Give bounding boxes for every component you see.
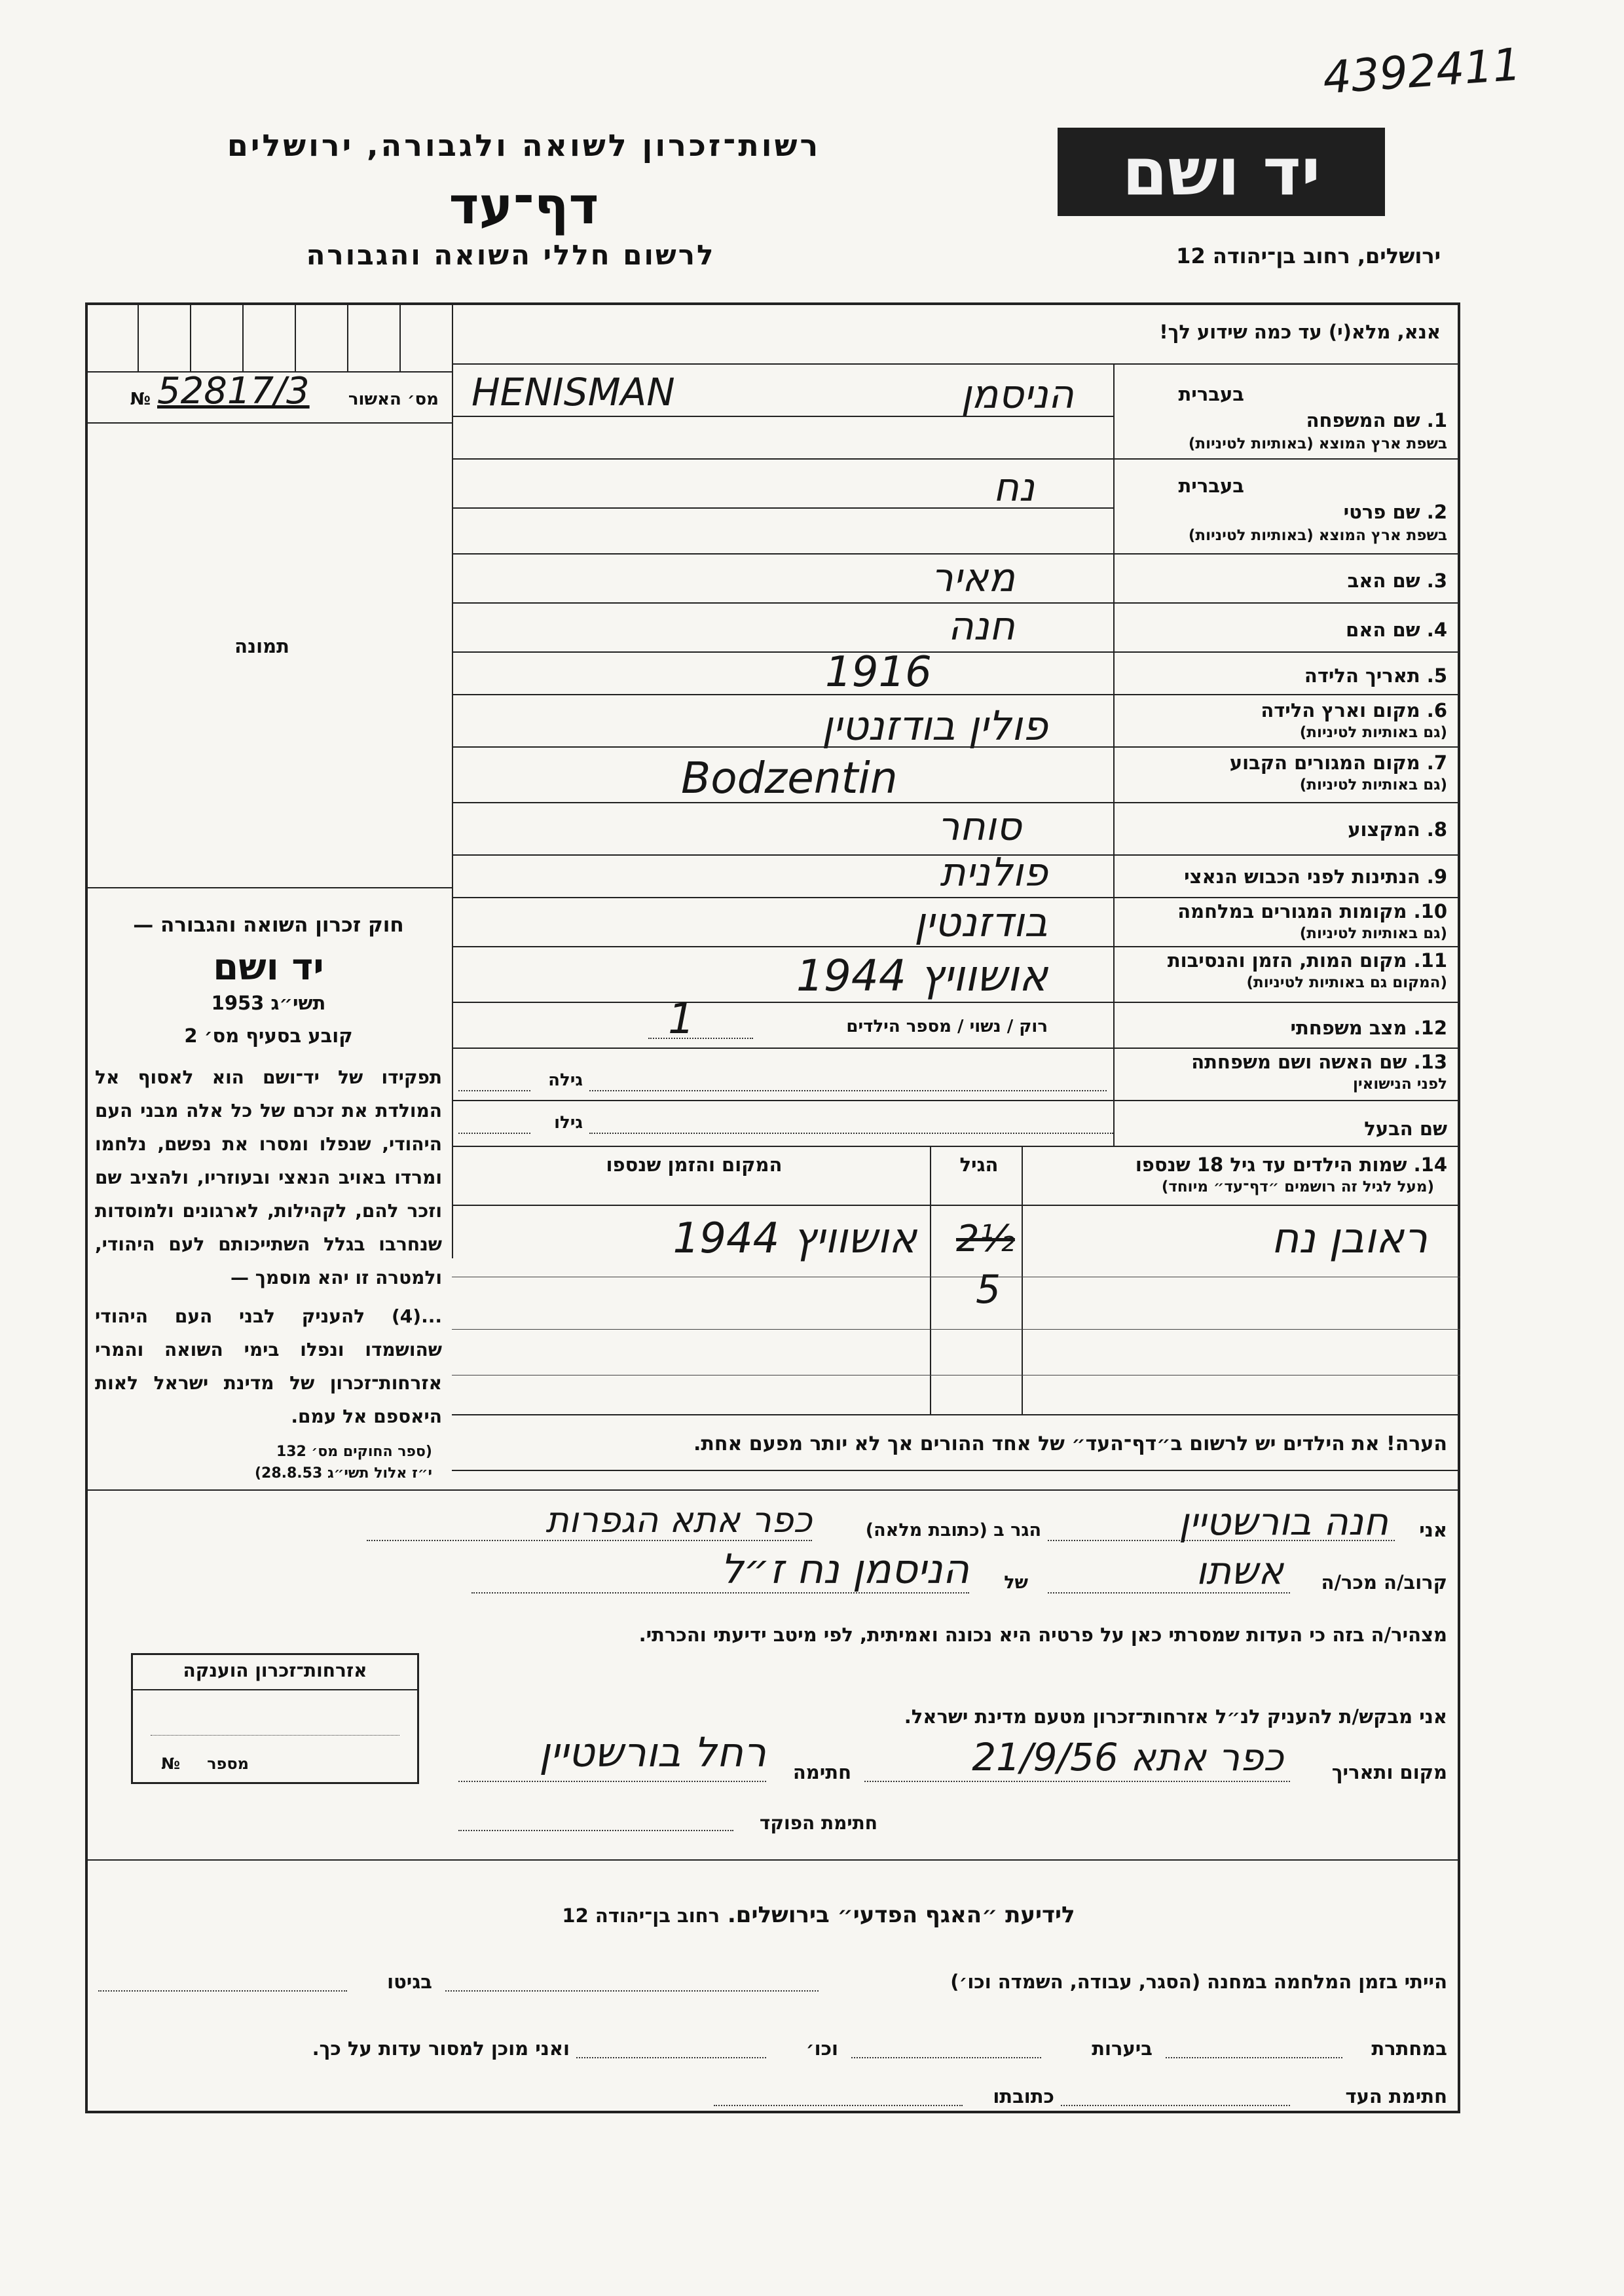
relation-label: קרוב/ה מכר/ה xyxy=(1321,1571,1447,1594)
header-address: ירושלים, רחוב בן־יהודה 12 xyxy=(1176,244,1441,268)
bottom-title-text: לידיעת ״האגף הפדעי״ בירושלים. xyxy=(727,1902,1075,1928)
field-9-value: פולנית xyxy=(940,850,1048,896)
children-header-age: הגיל xyxy=(959,1154,999,1176)
law-year xyxy=(98,992,439,1014)
field-3-text: שם האב xyxy=(1347,570,1420,592)
signature-value: רחל בורשטיין xyxy=(539,1728,766,1776)
approval-number: 52817/3 xyxy=(157,370,310,412)
field-7-text: מקום המגורים הקבוע xyxy=(1229,752,1420,774)
field-5-label xyxy=(1126,665,1447,687)
field-1-num: 1. xyxy=(1426,409,1447,431)
field-13-num: 13. xyxy=(1413,1051,1447,1073)
field-8-label xyxy=(1126,818,1447,841)
field-5-num: 5. xyxy=(1426,665,1447,687)
field-10-sub: (גם באותיות לטיניות) xyxy=(1299,925,1447,942)
field-8-num: 8. xyxy=(1426,818,1447,841)
children-header-sub: (מעל לגיל זה רושמים ״דף־עד״ מיוחד) xyxy=(1161,1178,1434,1195)
forests-label: ביערות xyxy=(1092,2037,1153,2060)
officer-signature-label: חתימת הפוקד xyxy=(759,1812,877,1834)
field-1-text: שם המשפחה xyxy=(1306,409,1420,431)
declarant-address: כפר אתא הגפרות xyxy=(545,1499,812,1540)
child-name: ראובן נח xyxy=(1271,1214,1428,1263)
field-6-text: מקום וארץ הלידה xyxy=(1261,699,1420,721)
field-1-heb-tag: בעברית xyxy=(1178,383,1244,405)
instructions: אנא, מלא(י) עד כמה שידוע לך! xyxy=(1159,321,1441,343)
law-source-2: י״ז אלול תשי״ג 28.8.53) xyxy=(254,1465,432,1482)
field-2-num: 2. xyxy=(1426,501,1447,523)
field-11-label xyxy=(1120,949,1447,972)
field-3-label xyxy=(1126,570,1447,592)
witness-signature-label: חתימת העד xyxy=(1345,2085,1447,2107)
field-11-value: אושוויץ 1944 xyxy=(796,951,1048,1001)
citizenship-title: אזרחות־זכרון הוענקה xyxy=(183,1660,367,1681)
citizenship-no-mark: № xyxy=(161,1755,180,1773)
law-text-2: ...(4) להעניק לבני העם היהודי שהושמדו ונפלו בימי השואה והמרי אזרחות־זכרון של מדינת ישראל לאות היאספם אל עמם. xyxy=(95,1305,442,1427)
declaration-text: מצהיר/ה בזה כי העדות שמסרתי כאן על פרטיה היא נכונה ואמיתית, לפי מיטב ידיעתי והכרתי. xyxy=(638,1624,1447,1646)
bottom-line-1: הייתי בזמן המלחמה במחנה (הסגר, עבודה, השמדה וכו׳) xyxy=(950,1971,1447,1993)
form-title: דף־עד xyxy=(449,177,599,236)
request-text: אני מבקש/ת להעניק לנ״ל אזרחות־זכרון מטעם מדינת ישראל. xyxy=(904,1705,1447,1728)
archive-code: 4392411 xyxy=(1321,39,1523,105)
field-13-sub: לפני הנישואין xyxy=(1353,1076,1447,1093)
children-num: 14. xyxy=(1413,1154,1447,1176)
child-place: אושוויץ 1944 xyxy=(673,1214,917,1263)
children-count: 1 xyxy=(668,995,695,1044)
children-header-name: שמות הילדים עד גיל 18 שנספו xyxy=(1135,1154,1407,1176)
bottom-title xyxy=(458,1902,1179,1928)
field-7-value: Bodzentin xyxy=(681,753,898,803)
field-3-value: מאיר xyxy=(931,555,1015,601)
bottom-address: רחוב בן־יהודה 12 xyxy=(562,1904,720,1927)
field-13-label xyxy=(1126,1051,1447,1073)
declarant-name: חנה בורשטיין xyxy=(1179,1499,1388,1544)
field-1-hebrew: הניסמן xyxy=(961,372,1074,418)
signature-label: חתימה xyxy=(792,1761,851,1783)
field-12-text: מצב משפחתי xyxy=(1290,1017,1407,1039)
field-10-text: מקומות המגורים במלחמה xyxy=(1177,900,1407,922)
tick-boxes xyxy=(85,302,452,371)
field-8-text: המקצוע xyxy=(1348,818,1420,841)
testify-text: ואני מוכן למסור עדות על כך. xyxy=(312,2037,570,2060)
citizenship-number-label: מספר xyxy=(207,1755,249,1773)
field-6-label xyxy=(1126,699,1447,721)
ghetto-label: בגיטו xyxy=(387,1971,432,1993)
field-8-value: סוחר xyxy=(937,804,1022,850)
field-4-value: חנה xyxy=(948,604,1015,649)
field-5-value: 1916 xyxy=(825,648,932,697)
field-1-sub: בשפת ארץ המוצא (באותיות לטיניות) xyxy=(1188,435,1447,452)
field-5-text: תאריך הלידה xyxy=(1304,665,1420,687)
law-name: יד ושם xyxy=(213,946,324,989)
relation-value: אשתו xyxy=(1196,1548,1283,1593)
wife-age-label: גילה xyxy=(548,1070,583,1090)
relation-of: של xyxy=(1004,1573,1028,1593)
husband-age-label: גילו xyxy=(554,1113,583,1133)
field-6-num: 6. xyxy=(1426,699,1447,721)
field-11-sub: (המקום גם באותיות לטיניות) xyxy=(1246,974,1447,991)
field-4-num: 4. xyxy=(1426,619,1447,641)
field-2-label xyxy=(1126,501,1447,523)
approval-no-mark: № xyxy=(130,390,151,409)
child-age: 5 xyxy=(976,1267,1001,1313)
law-year-num: 1953 xyxy=(211,992,265,1014)
field-6-sub: (גם באותיות לטיניות) xyxy=(1299,724,1447,741)
law-title: חוק זכרון השואה והגבורה — xyxy=(133,913,404,937)
field-1-label xyxy=(1126,409,1447,431)
law-source: (ספר החוקים מס׳ 132 xyxy=(276,1444,432,1460)
field-7-label xyxy=(1126,752,1447,774)
relative-name: הניסמן נח ז״ל xyxy=(720,1545,969,1593)
family-status-options: רוק / נשוי / מספר הילדים xyxy=(846,1017,1048,1036)
witness-address-label: כתובתו xyxy=(993,2085,1054,2107)
place-date-value: כפר אתא 21/9/56 xyxy=(972,1735,1283,1779)
form-purpose: לרשום חללי השואה והגבורה xyxy=(306,239,716,271)
law-text: תפקידו של יד־ושם הוא לאסוף אל המולדת את זכרם של כל אלה מבני העם היהודי, שנפלו ומסרו את נפשם, נלחמו ומרדו באויב הנאצי ובעוזריו, ולהציב שם וזכר להם, לקהילות, לארגונים ולמוסדות שנחרבו בגלל השתייכותם לעם היהודי, ולמטרה זו יהא מוסמך — xyxy=(95,1066,442,1288)
field-7-num: 7. xyxy=(1426,752,1447,774)
field-9-num: 9. xyxy=(1426,866,1447,888)
declarant-ani: אני xyxy=(1419,1519,1447,1541)
field-10-label xyxy=(1120,900,1447,922)
underground-label: במחתרת xyxy=(1371,2037,1447,2060)
field-2-hebrew: נח xyxy=(993,465,1035,511)
declarant-resides-label: הגר ב (כתובת מלאה) xyxy=(865,1520,1041,1540)
field-13-text: שם האשה ושם משפחתה xyxy=(1191,1051,1407,1073)
field-4-label xyxy=(1126,619,1447,641)
child-age-crossed: 2½ xyxy=(956,1218,1015,1260)
org-line: רשות־זכרון לשואה ולגבורה, ירושלים xyxy=(227,128,821,163)
field-2-sub: בשפת ארץ המוצא (באותיות לטיניות) xyxy=(1188,527,1447,544)
field-12-label xyxy=(1126,1017,1447,1039)
children-note: הערה! את הילדים יש לרשום ב״דף־העד״ של אחד ההורים אך לא יותר מפעם אחת. xyxy=(693,1432,1447,1455)
yad-vashem-logo: יד ושם xyxy=(1058,128,1385,216)
field-7-sub: (גם באותיות לטיניות) xyxy=(1299,776,1447,793)
children-header-place: המקום והזמן שנספו xyxy=(606,1154,783,1176)
place-date-label: מקום ותאריך xyxy=(1331,1761,1447,1783)
field-6-value: פולין בודזנטין xyxy=(821,702,1048,750)
field-12-num: 12. xyxy=(1413,1017,1447,1039)
field-4-text: שם האם xyxy=(1346,619,1420,641)
field-2-text: שם פרטי xyxy=(1343,501,1420,523)
field-11-num: 11. xyxy=(1413,949,1447,972)
field-9-text: הנתינות לפני הכבוש הנאצי xyxy=(1184,866,1420,888)
field-10-num: 10. xyxy=(1413,900,1447,922)
etc-label: וכו׳ xyxy=(805,2037,838,2060)
children-header xyxy=(1022,1154,1447,1176)
field-2-heb-tag: בעברית xyxy=(1178,475,1244,497)
approval-label: מס׳ האשור xyxy=(348,390,439,409)
husband-label: שם הבעל xyxy=(1364,1118,1447,1140)
field-11-text: מקום המות, הזמן והנסיבות xyxy=(1167,949,1407,972)
field-1-latin: HENISMAN xyxy=(471,370,675,414)
law-clause: קובע בסעיף מס׳ 2 xyxy=(184,1025,353,1047)
photo-label: תמונה xyxy=(234,635,289,657)
law-year-heb: תשי״ג xyxy=(270,992,326,1014)
field-3-num: 3. xyxy=(1426,570,1447,592)
field-9-label xyxy=(1126,866,1447,888)
field-10-value: בודזנטין xyxy=(914,898,1048,946)
